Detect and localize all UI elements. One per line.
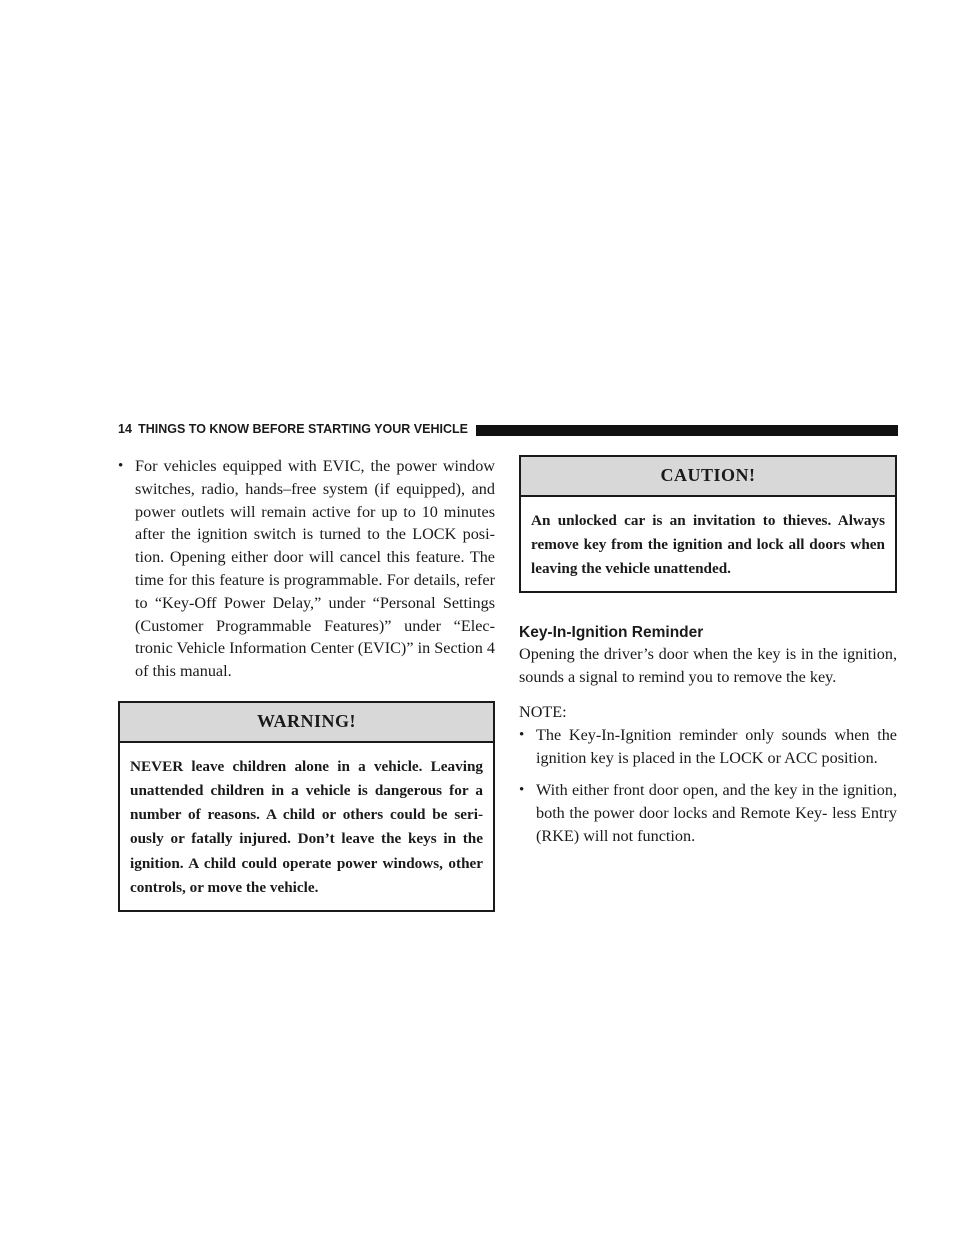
caution-box [519, 455, 897, 593]
section-title: THINGS TO KNOW BEFORE STARTING YOUR VEHICLE [138, 422, 468, 436]
caution-title: CAUTION! [521, 457, 895, 497]
bullet-icon: • [519, 782, 525, 799]
evic-bullet-item [118, 455, 495, 683]
page-number: 14 [118, 422, 133, 436]
warning-box [118, 701, 495, 912]
bullet-icon: • [118, 458, 124, 474]
page-header [118, 418, 898, 440]
key-in-ignition-intro: Opening the driver’s door when the key is in the ignition, sounds a signal to remind you to remove the key. [519, 645, 897, 687]
header-rule [476, 425, 898, 436]
note-label: NOTE: [519, 703, 567, 721]
caution-body: An unlocked car is an invitation to thieves. Always remove key from the ignition and lock all doors when leaving the vehicle unattended. [531, 511, 885, 578]
note-bullet-item [519, 724, 897, 770]
left-column [118, 455, 495, 912]
evic-bullet-text: For vehicles equipped with EVIC, the power window switches, radio, hands–free system (if equipped), and power outlets will remain active for up to 10 minutes after the ignition switch is turned to the LOCK posi- tion. Opening either door will cancel this feature. The time for this feature is programmable. For details, refer to “Key-Off Power Delay,” under “Personal Settings (Customer Programmable Features)” under “Elec- tronic Vehicle Information Center (EVIC)” in Section 4 of this manual. [135, 457, 495, 681]
note-bullet-text: The Key-In-Ignition reminder only sounds when the ignition key is placed in the LOCK or ACC position. [536, 725, 897, 767]
note-bullet-item [519, 779, 897, 847]
note-bullet-text: With either front door open, and the key in the ignition, both the power door locks and Remote Key- less Entry (RKE) will not function. [536, 781, 897, 845]
bullet-icon: • [519, 726, 525, 743]
key-in-ignition-heading: Key-In-Ignition Reminder [519, 624, 704, 642]
right-column [519, 455, 897, 848]
warning-body: NEVER leave children alone in a vehicle. Leaving unattended children in a vehicle is dangerous for a number of reasons. A child or others could be seri- ously or fatally injured. Don’t leave the keys in the ignition. A child could operate power windows, other controls, or move the vehicle. [130, 757, 483, 896]
warning-title: WARNING! [120, 703, 493, 743]
